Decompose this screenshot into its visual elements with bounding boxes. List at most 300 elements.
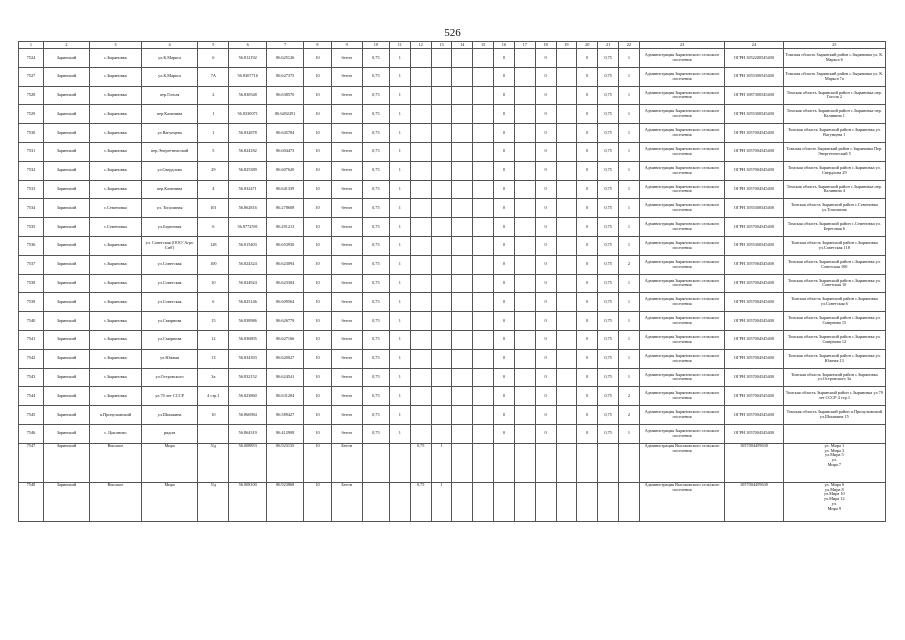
table-cell: 1 — [389, 293, 410, 312]
table-cell — [556, 368, 577, 387]
table-cell: ОГРН 1057004545400 — [725, 387, 783, 406]
table-cell: 1 — [619, 236, 640, 255]
table-cell: 86.620027 — [266, 349, 304, 368]
table-cell: 0 — [494, 180, 515, 199]
table-cell: 10 — [304, 218, 331, 237]
table-cell — [452, 349, 473, 368]
table-cell — [783, 424, 885, 443]
table-cell: 1 — [389, 124, 410, 143]
table-cell: 86.653930 — [266, 236, 304, 255]
table-cell: 0 — [577, 387, 598, 406]
table-cell: ОГРН 1055300545400 — [725, 105, 783, 124]
table-cell: 56.8772591 — [229, 218, 267, 237]
table-cell: Томская область Зырянский район с.Зыряновка ул.Советская 6 — [783, 293, 885, 312]
table-cell: 0 — [494, 349, 515, 368]
table-cell — [410, 105, 431, 124]
table-cell — [473, 218, 494, 237]
table-cell: 56.832878 — [229, 124, 267, 143]
table-cell: 0 — [577, 124, 598, 143]
table-cell: Бетон — [331, 482, 362, 521]
table-cell: 12 — [198, 330, 229, 349]
table-cell: 7546 — [19, 424, 44, 443]
table-cell — [514, 105, 535, 124]
table-cell: рядом — [141, 424, 197, 443]
table-cell: ОГРН 1057004545400 — [725, 330, 783, 349]
table-cell: 56.823860 — [229, 387, 267, 406]
table-cell: 1 — [389, 142, 410, 161]
table-cell: 0,75 — [598, 368, 619, 387]
table-cell: ул.Южная — [141, 349, 197, 368]
table-cell: 10 — [304, 424, 331, 443]
table-cell — [514, 312, 535, 331]
table-cell: 1 — [619, 330, 640, 349]
table-cell: Заринский — [44, 330, 90, 349]
table-cell — [452, 199, 473, 218]
table-cell: 1 — [619, 67, 640, 86]
table-cell: 0,75 — [362, 293, 389, 312]
table-cell: 56.832152 — [229, 368, 267, 387]
table-cell: ОГРН 1057004545400 — [725, 312, 783, 331]
table-cell: 0,75 — [598, 124, 619, 143]
table-cell — [514, 124, 535, 143]
table-cell: 10 — [304, 67, 331, 86]
table-cell: 10 — [304, 482, 331, 521]
table-cell: 0,75 — [362, 161, 389, 180]
table-cell: 101 — [198, 199, 229, 218]
table-cell: 56.836805 — [229, 330, 267, 349]
table-cell — [410, 330, 431, 349]
table-cell: ОГРН 1057004545400 — [725, 293, 783, 312]
table-row — [19, 293, 886, 312]
table-cell: с.Семеновка — [89, 199, 141, 218]
table-cell: бетон — [331, 274, 362, 293]
table-cell: с.Зыряновка — [89, 180, 141, 199]
address-cell — [783, 443, 885, 482]
table-cell: Томская область Зырянский район с.Зыряновка пер. Калинина 4 — [783, 180, 885, 199]
table-cell — [556, 124, 577, 143]
table-cell: 86.923868 — [266, 482, 304, 521]
table-cell — [514, 199, 535, 218]
table-cell: 10 — [304, 236, 331, 255]
table-cell: 86.609564 — [266, 293, 304, 312]
table-cell: Заринский — [44, 293, 90, 312]
address-line: ул. Мира 1 — [824, 443, 845, 448]
table-cell — [556, 161, 577, 180]
table-cell: 7542 — [19, 349, 44, 368]
table-cell: 0 — [577, 142, 598, 161]
table-cell: бетон — [331, 255, 362, 274]
table-cell: п.Причулымский — [89, 406, 141, 425]
table-cell — [473, 293, 494, 312]
table-cell: бетон — [331, 218, 362, 237]
table-cell: бетон — [331, 142, 362, 161]
table-cell — [514, 293, 535, 312]
table-cell: 56.830548 — [229, 86, 267, 105]
table-cell: 0 — [494, 86, 515, 105]
table-row — [19, 312, 886, 331]
table-cell: Администрация Зыряновского сельского поселения — [639, 124, 724, 143]
table-cell: Заринский — [44, 482, 90, 521]
table-cell: 56.866984 — [229, 406, 267, 425]
table-cell — [410, 236, 431, 255]
table-cell — [514, 161, 535, 180]
table-cell: 0 — [494, 67, 515, 86]
table-cell: ул.70 лет СССР — [141, 387, 197, 406]
table-cell: 0 — [577, 293, 598, 312]
table-cell: 2 — [619, 387, 640, 406]
table-cell: бетон — [331, 180, 362, 199]
table-cell — [431, 49, 452, 68]
table-cell — [514, 406, 535, 425]
table-cell — [431, 387, 452, 406]
table-cell: 0,75 — [362, 180, 389, 199]
column-number-cell: 22 — [619, 42, 640, 49]
table-cell: ОГРН 1057004545400 — [725, 406, 783, 425]
table-cell: 1 — [619, 180, 640, 199]
table-cell: 0 — [577, 180, 598, 199]
table-cell: 0,75 — [362, 124, 389, 143]
table-cell: ОГРН 1057004545400 — [725, 218, 783, 237]
table-cell: 56.825146 — [229, 293, 267, 312]
table-cell: с. Цыганово — [89, 424, 141, 443]
column-number-cell: 18 — [535, 42, 556, 49]
column-number-cell: 13 — [431, 42, 452, 49]
table-cell — [473, 443, 494, 482]
table-cell — [514, 236, 535, 255]
table-cell: бетон — [331, 293, 362, 312]
table-cell: 1 — [389, 236, 410, 255]
table-cell: Администрация Зыряновского сельского поселения — [639, 274, 724, 293]
table-cell: с.Зыряновка — [89, 86, 141, 105]
table-cell: Высокое — [89, 482, 141, 521]
table-cell — [473, 67, 494, 86]
table-cell: бетон — [331, 236, 362, 255]
table-cell: 0 — [577, 406, 598, 425]
table-cell: 0 — [535, 255, 556, 274]
table-cell — [410, 199, 431, 218]
table-cell: Заринский — [44, 255, 90, 274]
table-cell — [556, 49, 577, 68]
table-cell — [556, 255, 577, 274]
table-cell: 0,75 — [362, 236, 389, 255]
table-cell: с.Зыряновка — [89, 236, 141, 255]
address-line: ул.Мира 5 — [825, 452, 844, 458]
table-cell: 0,75 — [598, 330, 619, 349]
table-cell: 0 — [535, 387, 556, 406]
table-cell: бетон — [331, 67, 362, 86]
table-cell: 5/д — [198, 443, 229, 482]
table-cell: 0 — [494, 105, 515, 124]
table-cell: 0,75 — [362, 274, 389, 293]
table-cell: Администрация Зыряновского сельского поселения — [639, 161, 724, 180]
column-number-cell: 25 — [783, 42, 885, 49]
table-cell: 0 — [535, 105, 556, 124]
table-cell: 0 — [535, 368, 556, 387]
table-cell — [473, 387, 494, 406]
column-number-cell: 8 — [304, 42, 331, 49]
column-number-cell: 5 — [198, 42, 229, 49]
table-row — [19, 142, 886, 161]
table-cell: 0,75 — [598, 406, 619, 425]
table-cell: 0 — [494, 330, 515, 349]
table-cell — [410, 142, 431, 161]
table-cell: 7530 — [19, 124, 44, 143]
table-row — [19, 274, 886, 293]
table-cell — [473, 274, 494, 293]
table-cell: Администрация Зыряновского сельского поселения — [639, 406, 724, 425]
table-cell — [556, 105, 577, 124]
table-cell: 1 — [389, 255, 410, 274]
table-cell: 86.589427 — [266, 406, 304, 425]
table-cell: 1 — [389, 274, 410, 293]
table-row — [19, 387, 886, 406]
table-cell: 0 — [494, 424, 515, 443]
table-cell — [431, 424, 452, 443]
column-number-cell: 23 — [639, 42, 724, 49]
table-cell: 1 — [619, 274, 640, 293]
table-cell: с.Зыряновка — [89, 330, 141, 349]
table-cell: 1 — [389, 86, 410, 105]
table-cell: 1 — [431, 482, 452, 521]
table-cell: Томская область Зырянский район с.Зыряновка пер. Гоголя 2 — [783, 86, 885, 105]
column-number-cell: 4 — [141, 42, 197, 49]
registry-table-body — [19, 42, 886, 522]
table-cell: 10 — [304, 49, 331, 68]
column-number-cell: 17 — [514, 42, 535, 49]
table-cell: 6 — [198, 293, 229, 312]
table-row — [19, 180, 886, 199]
table-cell: Заринский — [44, 424, 90, 443]
table-cell: ОГРН 1057004545400 — [725, 349, 783, 368]
table-cell: 1 — [619, 349, 640, 368]
table-cell: 0 — [494, 161, 515, 180]
table-cell — [619, 443, 640, 482]
table-cell: 56.824924 — [229, 274, 267, 293]
table-cell — [431, 67, 452, 86]
table-cell: 1 — [619, 424, 640, 443]
table-row — [19, 482, 886, 521]
table-row — [19, 330, 886, 349]
table-cell — [431, 349, 452, 368]
table-row — [19, 199, 886, 218]
table-cell: 0 — [535, 180, 556, 199]
table-cell: 0,75 — [362, 424, 389, 443]
table-cell — [431, 161, 452, 180]
table-cell: 7540 — [19, 312, 44, 331]
table-cell: Томская область Зырянский район с.Семеновка ул.Тополиная — [783, 199, 885, 218]
table-cell: 0,75 — [598, 274, 619, 293]
table-cell — [410, 387, 431, 406]
table-cell: 86.627166 — [266, 330, 304, 349]
table-cell — [514, 255, 535, 274]
table-cell: ул.Смирнова — [141, 312, 197, 331]
table-cell: Томская область Зырянский район с.Зыряновка ул. Южная 13 — [783, 349, 885, 368]
table-cell: с.Зыряновка — [89, 274, 141, 293]
table-cell — [410, 86, 431, 105]
table-cell: Заринский — [44, 67, 90, 86]
table-row — [19, 236, 886, 255]
table-cell: бетон — [331, 199, 362, 218]
table-cell — [473, 406, 494, 425]
table-cell — [556, 482, 577, 521]
table-cell: Томская область Зырянский район с.Зыряновка ул. Вагунцева 1 — [783, 124, 885, 143]
table-cell: 10 — [304, 105, 331, 124]
table-cell: 0 — [494, 255, 515, 274]
table-cell: бетон — [331, 124, 362, 143]
table-cell: 1 — [389, 180, 410, 199]
table-cell: 7548 — [19, 482, 44, 521]
table-cell: Заринский — [44, 443, 90, 482]
table-cell — [473, 105, 494, 124]
table-cell: 10 — [304, 124, 331, 143]
table-cell: 1 — [619, 312, 640, 331]
table-cell: ул.Свердлова — [141, 161, 197, 180]
table-cell — [431, 330, 452, 349]
table-cell: 0 — [535, 49, 556, 68]
table-cell — [452, 293, 473, 312]
table-cell — [452, 312, 473, 331]
table-cell: 1 — [389, 199, 410, 218]
table-cell: 0 — [577, 424, 598, 443]
table-cell: 0,75 — [598, 387, 619, 406]
table-row — [19, 443, 886, 482]
table-cell: 0 — [577, 312, 598, 331]
table-cell: ул.Шишкина — [141, 406, 197, 425]
table-cell: 86.923135 — [266, 443, 304, 482]
column-number-cell: 16 — [494, 42, 515, 49]
table-cell: 86.641339 — [266, 180, 304, 199]
table-cell: с.Зыряновка — [89, 349, 141, 368]
table-cell — [514, 330, 535, 349]
address-line: ул.Мира 12 — [823, 496, 845, 502]
table-row — [19, 255, 886, 274]
table-cell: 10 — [304, 368, 331, 387]
table-cell: Высокое — [89, 443, 141, 482]
table-cell — [410, 67, 431, 86]
table-cell: 0 — [535, 124, 556, 143]
table-cell: ул. Советская (ООО 'Агро Сиб') — [141, 236, 197, 255]
table-cell: 86.623304 — [266, 274, 304, 293]
table-cell: 1 — [389, 161, 410, 180]
table-cell: Заринский — [44, 387, 90, 406]
table-cell: Администрация Зыряновского сельского поселения — [639, 86, 724, 105]
table-cell — [431, 124, 452, 143]
table-row — [19, 349, 886, 368]
table-cell: Томская область Зырянский район с.Зыряновка ул.Советская 118 — [783, 236, 885, 255]
table-cell — [452, 49, 473, 68]
table-cell — [389, 482, 410, 521]
table-cell — [452, 180, 473, 199]
table-cell: Томская область Зырянский район с.Зыряновка ул. Смирнова 12 — [783, 330, 885, 349]
column-number-cell: 19 — [556, 42, 577, 49]
table-cell: с.Зыряновка — [89, 293, 141, 312]
table-cell: 0,75 — [362, 255, 389, 274]
table-cell: 1 — [389, 368, 410, 387]
table-cell: 2 — [198, 86, 229, 105]
table-cell: 86.631284 — [266, 387, 304, 406]
table-cell: 10 — [304, 312, 331, 331]
table-cell — [431, 105, 452, 124]
table-cell: Администрация Зыряновского сельского поселения — [639, 67, 724, 86]
table-cell — [452, 482, 473, 521]
table-cell: 56.825389 — [229, 161, 267, 180]
table-cell — [514, 368, 535, 387]
table-cell: 7539 — [19, 293, 44, 312]
table-cell: 1 — [389, 387, 410, 406]
table-cell — [473, 255, 494, 274]
table-cell — [473, 312, 494, 331]
table-row — [19, 218, 886, 237]
table-cell — [473, 349, 494, 368]
table-cell — [556, 218, 577, 237]
table-cell: 0 — [494, 274, 515, 293]
table-cell: 1 — [619, 161, 640, 180]
table-cell: ул.К.Маркса — [141, 49, 197, 68]
table-cell: Администрация Зыряновского сельского поселения — [639, 330, 724, 349]
table-cell: с.Зыряновка — [89, 49, 141, 68]
table-cell: 1 — [619, 49, 640, 68]
table-cell: 56.824182 — [229, 142, 267, 161]
table-cell: Заринский — [44, 161, 90, 180]
table-cell — [410, 218, 431, 237]
table-cell: 10 — [304, 180, 331, 199]
table-row — [19, 406, 886, 425]
table-cell: 1 — [198, 105, 229, 124]
table-cell: 56.812192 — [229, 49, 267, 68]
table-cell — [514, 387, 535, 406]
table-cell: 0 — [535, 86, 556, 105]
table-cell — [473, 330, 494, 349]
table-cell: 0 — [577, 330, 598, 349]
table-cell: с.Зыряновка — [89, 368, 141, 387]
table-row — [19, 424, 886, 443]
table-cell: 10 — [304, 406, 331, 425]
table-cell: 7544 — [19, 387, 44, 406]
table-cell — [473, 49, 494, 68]
table-cell: с.Зыряновка — [89, 161, 141, 180]
table-cell: 0 — [535, 293, 556, 312]
table-cell: 0 — [494, 406, 515, 425]
table-cell — [473, 124, 494, 143]
table-cell: 86.607620 — [266, 161, 304, 180]
table-cell: 0,75 — [362, 406, 389, 425]
table-cell: 0,75 — [598, 105, 619, 124]
table-cell — [514, 180, 535, 199]
table-cell: с.Зыряновка — [89, 105, 141, 124]
table-cell: Томская область Зырянский район с.Зыряновка ул. К. Маркса 7а — [783, 67, 885, 86]
column-number-cell: 20 — [577, 42, 598, 49]
table-cell: Бетон — [331, 443, 362, 482]
table-cell: 0,75 — [598, 349, 619, 368]
table-cell: бетон — [331, 368, 362, 387]
table-cell: 3а — [198, 368, 229, 387]
table-cell — [452, 86, 473, 105]
table-cell: 0 — [577, 199, 598, 218]
table-cell: Томская область Зырянский район с.Зыряновка Пер. Энергетический 5 — [783, 142, 885, 161]
table-cell: 1 — [389, 105, 410, 124]
table-cell: ОГРН 1057004545400 — [725, 274, 783, 293]
table-cell: 7543 — [19, 368, 44, 387]
table-cell: 0,75 — [598, 236, 619, 255]
table-cell — [452, 142, 473, 161]
table-cell: 1 — [619, 218, 640, 237]
table-cell — [473, 199, 494, 218]
table-cell: Мира — [141, 482, 197, 521]
table-cell: ОГРН 1052200545400 — [725, 49, 783, 68]
table-cell: Администрация Зыряновского сельского поселения — [639, 424, 724, 443]
table-cell: 7537 — [19, 255, 44, 274]
table-cell: с.Зыряновка — [89, 312, 141, 331]
